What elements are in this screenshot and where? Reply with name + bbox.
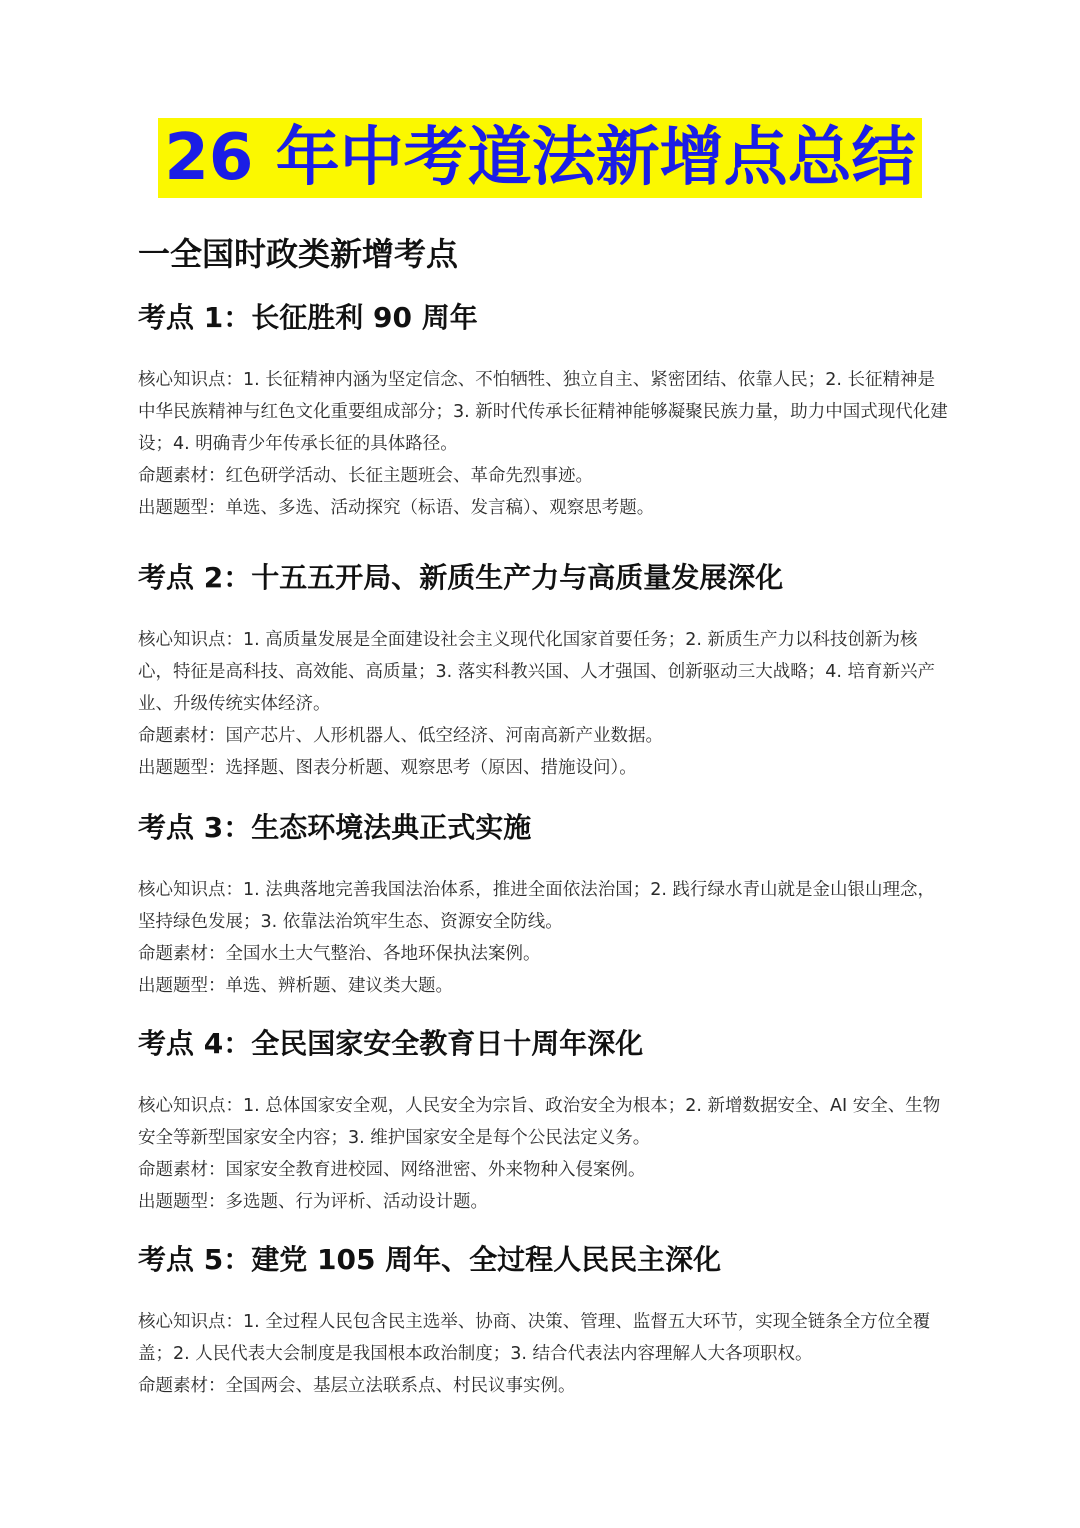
core-knowledge [138,1306,950,1370]
exam-point-title: 考点 2：十五五开局、新质生产力与高质量发展深化 [138,561,784,594]
question-type [138,492,950,524]
exam-point-title: 考点 3：生态环境法典正式实施 [138,811,532,844]
core-knowledge [138,624,950,720]
title-container [0,118,1080,198]
core-knowledge [138,1090,950,1154]
exam-point-body [138,624,950,784]
topic-material-text: 国产芯片、人形机器人、低空经济、河南高新产业数据。 [225,726,663,746]
exam-point-2 [138,558,950,784]
question-type-text: 选择题、图表分析题、观察思考（原因、措施设问）。 [225,758,637,778]
exam-point-body [138,1090,950,1218]
exam-point-title: 考点 4：全民国家安全教育日十周年深化 [138,1027,644,1060]
exam-point-body [138,364,950,524]
question-type-text: 单选、辨析题、建议类大题。 [225,976,453,996]
question-type-label: 出题题型： [138,1192,226,1212]
topic-material-text: 全国水土大气整治、各地环保执法案例。 [225,944,541,964]
topic-material [138,1154,950,1186]
topic-material [138,460,950,492]
question-type [138,970,950,1002]
core-knowledge-text: 1. 高质量发展是全面建设社会主义现代化国家首要任务；2. 新质生产力以科技创新为核心，特征是高科技、高效能、高质量；3. 落实科教兴国、人才强国、创新驱动三大战略；4. 培育新兴产业、升级传统实体经济。 [138,630,936,714]
core-knowledge-label: 核心知识点： [138,370,243,390]
topic-material-label: 命题素材： [138,726,226,746]
core-knowledge [138,874,950,938]
question-type-label: 出题题型： [138,498,226,518]
exam-point-5 [138,1240,950,1402]
question-type [138,752,950,784]
topic-material-text: 红色研学活动、长征主题班会、革命先烈事迹。 [225,466,593,486]
page-title: 26 年中考道法新增点总结 [158,118,921,198]
core-knowledge-text: 1. 法典落地完善我国法治体系，推进全面依法治国；2. 践行绿水青山就是金山银山理念，坚持绿色发展；3. 依靠法治筑牢生态、资源安全防线。 [138,880,936,932]
core-knowledge-label: 核心知识点： [138,630,243,650]
core-knowledge-text: 1. 总体国家安全观，人民安全为宗旨、政治安全为根本；2. 新增数据安全、AI 安全、生物安全等新型国家安全内容；3. 维护国家安全是每个公民法定义务。 [138,1096,941,1148]
topic-material [138,1370,950,1402]
exam-point-3 [138,808,950,1002]
core-knowledge-label: 核心知识点： [138,1312,243,1332]
topic-material-label: 命题素材： [138,944,226,964]
core-knowledge [138,364,950,460]
core-knowledge-text: 1. 全过程人民包含民主选举、协商、决策、管理、监督五大环节，实现全链条全方位全覆盖；2. 人民代表大会制度是我国根本政治制度；3. 结合代表法内容理解人大各项职权。 [138,1312,931,1364]
topic-material-label: 命题素材： [138,1376,226,1396]
question-type-label: 出题题型： [138,976,226,996]
exam-point-body [138,874,950,1002]
section-heading: 一全国时政类新增考点 [138,235,459,273]
question-type-text: 多选题、行为评析、活动设计题。 [225,1192,488,1212]
question-type-label: 出题题型： [138,758,226,778]
exam-point-title: 考点 1：长征胜利 90 周年 [138,301,478,334]
topic-material [138,720,950,752]
topic-material-text: 国家安全教育进校园、网络泄密、外来物种入侵案例。 [225,1160,646,1180]
exam-point-4 [138,1024,950,1218]
exam-point-1 [138,298,950,524]
topic-material [138,938,950,970]
question-type [138,1186,950,1218]
core-knowledge-text: 1. 长征精神内涵为坚定信念、不怕牺牲、独立自主、紧密团结、依靠人民；2. 长征精神是中华民族精神与红色文化重要组成部分；3. 新时代传承长征精神能够凝聚民族力量，助力中国式现代化建设；4. 明确青少年传承长征的具体路径。 [138,370,948,454]
core-knowledge-label: 核心知识点： [138,1096,243,1116]
exam-point-body [138,1306,950,1402]
exam-point-title: 考点 5：建党 105 周年、全过程人民民主深化 [138,1243,722,1276]
topic-material-text: 全国两会、基层立法联系点、村民议事实例。 [225,1376,576,1396]
topic-material-label: 命题素材： [138,466,226,486]
topic-material-label: 命题素材： [138,1160,226,1180]
core-knowledge-label: 核心知识点： [138,880,243,900]
question-type-text: 单选、多选、活动探究（标语、发言稿）、观察思考题。 [225,498,655,518]
